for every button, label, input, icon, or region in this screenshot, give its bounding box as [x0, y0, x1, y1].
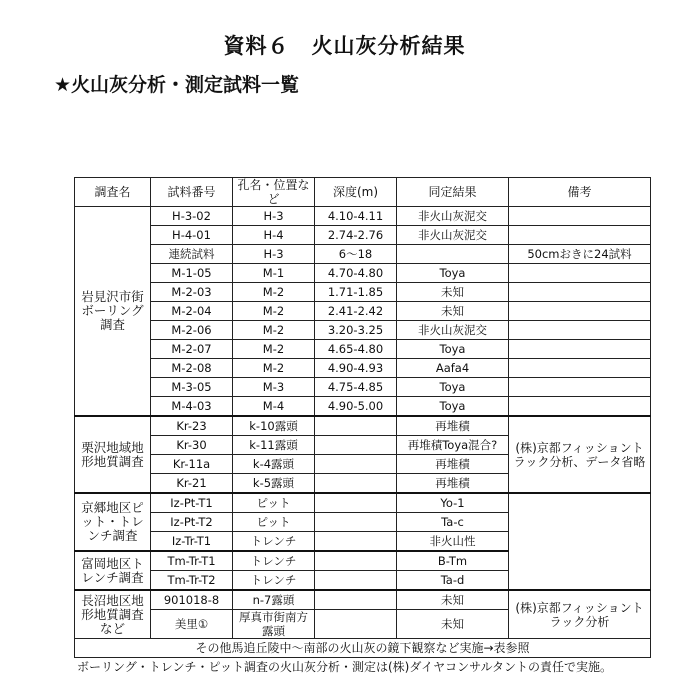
location-cell: k-5露頭 — [233, 474, 315, 494]
sample-results-table — [74, 177, 651, 658]
result-cell: Aafa4 — [397, 359, 509, 378]
location-cell: k-10露頭 — [233, 416, 315, 436]
result-cell: Toya — [397, 397, 509, 417]
result-cell: 再堆積 — [397, 474, 509, 494]
location-cell: 厚真市街南方露頭 — [233, 610, 315, 639]
depth-cell — [315, 493, 397, 513]
result-cell: 未知 — [397, 610, 509, 639]
depth-cell — [315, 455, 397, 474]
table-row — [75, 264, 651, 283]
location-cell: M-2 — [233, 340, 315, 359]
remarks-cell — [509, 302, 651, 321]
location-cell: k-11露頭 — [233, 436, 315, 455]
sample-cell: M-3-05 — [151, 378, 233, 397]
responsibility-note: ボーリング・トレンチ・ピット調査の火山灰分析・測定は(株)ダイヤコンサルタントの責任で実施。 — [76, 660, 613, 674]
table-row — [75, 397, 651, 417]
sample-cell: 美里① — [151, 610, 233, 639]
result-cell: Toya — [397, 264, 509, 283]
header-depth: 深度(m) — [315, 178, 397, 207]
location-cell: トレンチ — [233, 532, 315, 552]
remarks-cell — [509, 207, 651, 226]
remarks-cell: 50cmおきに24試料 — [509, 245, 651, 264]
depth-cell — [315, 436, 397, 455]
depth-cell: 6～18 — [315, 245, 397, 264]
result-cell: Toya — [397, 340, 509, 359]
depth-cell: 4.10-4.11 — [315, 207, 397, 226]
remarks-cell — [509, 321, 651, 340]
sample-cell: M-2-04 — [151, 302, 233, 321]
table-row — [75, 493, 651, 513]
depth-cell: 4.65-4.80 — [315, 340, 397, 359]
table-row — [75, 302, 651, 321]
remarks-cell: (株)京都フィッショントラック分析 — [509, 590, 651, 639]
header-sample-number: 試料番号 — [151, 178, 233, 207]
location-cell: ピット — [233, 513, 315, 532]
location-cell: M-3 — [233, 378, 315, 397]
sample-cell: M-2-03 — [151, 283, 233, 302]
location-cell: M-1 — [233, 264, 315, 283]
document-title: 資料６ 火山灰分析結果 — [223, 34, 466, 58]
sample-cell: H-3-02 — [151, 207, 233, 226]
sample-cell: Iz-Pt-T1 — [151, 493, 233, 513]
remarks-cell — [509, 283, 651, 302]
depth-cell: 4.70-4.80 — [315, 264, 397, 283]
sample-cell: M-2-06 — [151, 321, 233, 340]
table-row — [75, 359, 651, 378]
depth-cell — [315, 571, 397, 591]
sample-cell: M-4-03 — [151, 397, 233, 417]
sample-cell: M-2-07 — [151, 340, 233, 359]
remarks-cell — [509, 493, 651, 590]
depth-cell: 4.75-4.85 — [315, 378, 397, 397]
survey-name-cell: 栗沢地域地形地質調査 — [75, 416, 151, 493]
location-cell: M-2 — [233, 302, 315, 321]
depth-cell: 3.20-3.25 — [315, 321, 397, 340]
table-row — [75, 590, 651, 610]
depth-cell: 4.90-4.93 — [315, 359, 397, 378]
depth-cell — [315, 551, 397, 571]
depth-cell — [315, 532, 397, 552]
table-row — [75, 283, 651, 302]
header-remarks: 備考 — [509, 178, 651, 207]
location-cell: H-3 — [233, 245, 315, 264]
table-row — [75, 226, 651, 245]
location-cell: H-3 — [233, 207, 315, 226]
result-cell: 非火山性 — [397, 532, 509, 552]
table-row — [75, 245, 651, 264]
table-row — [75, 378, 651, 397]
table-header-row — [75, 178, 651, 207]
result-cell: B-Tm — [397, 551, 509, 571]
location-cell: H-4 — [233, 226, 315, 245]
depth-cell — [315, 610, 397, 639]
section-subtitle: ★火山灰分析・測定試料一覧 — [54, 74, 300, 96]
location-cell: n-7露頭 — [233, 590, 315, 610]
remarks-cell — [509, 378, 651, 397]
result-cell: Ta-d — [397, 571, 509, 591]
sample-cell: Tm-Tr-T2 — [151, 571, 233, 591]
depth-cell — [315, 416, 397, 436]
location-cell: M-4 — [233, 397, 315, 417]
result-cell: 再堆積 — [397, 416, 509, 436]
sample-cell: Kr-30 — [151, 436, 233, 455]
sample-cell: Iz-Tr-T1 — [151, 532, 233, 552]
location-cell: ピット — [233, 493, 315, 513]
result-cell: Ta-c — [397, 513, 509, 532]
other-observations-cell: その他馬追丘陵中～南部の火山灰の鏡下観察など実施→表参照 — [75, 639, 651, 658]
survey-name-cell: 富岡地区トレンチ調査 — [75, 551, 151, 590]
sample-cell: Tm-Tr-T1 — [151, 551, 233, 571]
result-cell: Toya — [397, 378, 509, 397]
remarks-cell — [509, 359, 651, 378]
result-cell: 再堆積Toya混合? — [397, 436, 509, 455]
result-cell: 非火山灰泥交 — [397, 321, 509, 340]
depth-cell — [315, 513, 397, 532]
depth-cell: 2.41-2.42 — [315, 302, 397, 321]
remarks-cell — [509, 340, 651, 359]
sample-cell: 901018-8 — [151, 590, 233, 610]
depth-cell — [315, 474, 397, 494]
remarks-cell: (株)京都フィッショントラック分析、データ省略 — [509, 416, 651, 493]
depth-cell — [315, 590, 397, 610]
survey-name-cell: 京郷地区ピット・トレンチ調査 — [75, 493, 151, 551]
header-location: 孔名・位置など — [233, 178, 315, 207]
location-cell: M-2 — [233, 283, 315, 302]
table-row — [75, 207, 651, 226]
result-cell: 再堆積 — [397, 455, 509, 474]
result-cell: 非火山灰泥交 — [397, 207, 509, 226]
location-cell: M-2 — [233, 321, 315, 340]
depth-cell: 4.90-5.00 — [315, 397, 397, 417]
table-row — [75, 416, 651, 436]
depth-cell: 1.71-1.85 — [315, 283, 397, 302]
sample-cell: H-4-01 — [151, 226, 233, 245]
remarks-cell — [509, 264, 651, 283]
result-cell: 未知 — [397, 590, 509, 610]
table-row — [75, 321, 651, 340]
header-survey-name: 調査名 — [75, 178, 151, 207]
location-cell: k-4露頭 — [233, 455, 315, 474]
location-cell: トレンチ — [233, 551, 315, 571]
remarks-cell — [509, 397, 651, 417]
sample-cell: Kr-23 — [151, 416, 233, 436]
sample-cell: M-2-08 — [151, 359, 233, 378]
header-result: 同定結果 — [397, 178, 509, 207]
table-row — [75, 340, 651, 359]
sample-cell: 連続試料 — [151, 245, 233, 264]
remarks-cell — [509, 226, 651, 245]
result-cell: 未知 — [397, 283, 509, 302]
result-cell: 非火山灰泥交 — [397, 226, 509, 245]
survey-name-cell: 長沼地区地形地質調査など — [75, 590, 151, 639]
result-cell: Yo-1 — [397, 493, 509, 513]
sample-cell: M-1-05 — [151, 264, 233, 283]
location-cell: トレンチ — [233, 571, 315, 591]
survey-name-cell: 岩見沢市街ボーリング調査 — [75, 207, 151, 417]
result-cell: 未知 — [397, 302, 509, 321]
sample-cell: Kr-11a — [151, 455, 233, 474]
location-cell: M-2 — [233, 359, 315, 378]
depth-cell: 2.74-2.76 — [315, 226, 397, 245]
sample-cell: Iz-Pt-T2 — [151, 513, 233, 532]
table-footer-row — [75, 639, 651, 658]
sample-cell: Kr-21 — [151, 474, 233, 494]
result-cell — [397, 245, 509, 264]
